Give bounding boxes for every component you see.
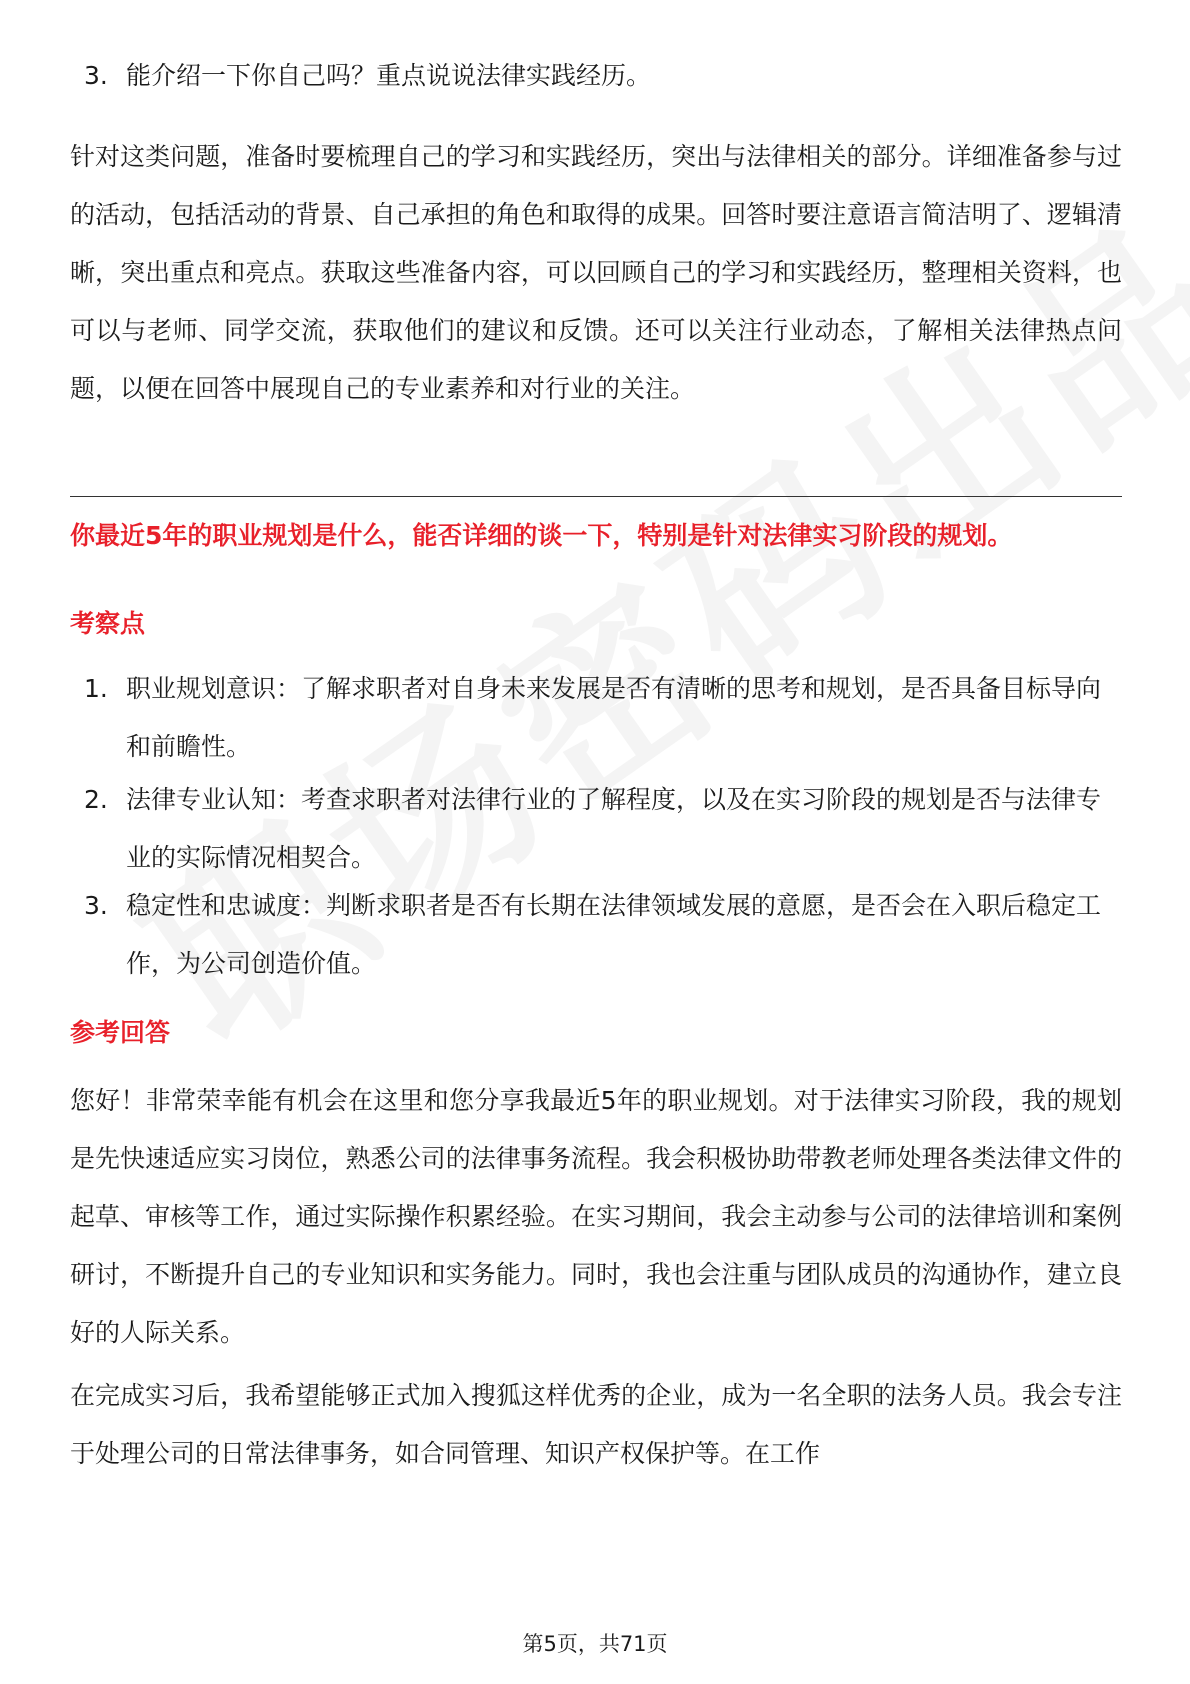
- points-heading: 考察点: [70, 609, 146, 638]
- list-number: 3.: [84, 61, 108, 90]
- list-number: 2.: [84, 785, 108, 814]
- list-item: [70, 660, 1120, 776]
- list-number: 1.: [84, 674, 108, 703]
- question-heading: 你最近5年的职业规划是什么，能否详细的谈一下，特别是针对法律实习阶段的规划。: [70, 521, 1013, 550]
- list-text: 职业规划意识：了解求职者对自身未来发展是否有清晰的思考和规划，是否具备目标导向和前瞻性。: [126, 674, 1102, 761]
- intro-paragraph: 针对这类问题，准备时要梳理自己的学习和实践经历，突出与法律相关的部分。详细准备参与过的活动，包括活动的背景、自己承担的角色和取得的成果。回答时要注意语言简洁明了、逻辑清晰，突出重点和亮点。获取这些准备内容，可以回顾自己的学习和实践经历，整理相关资料，也可以与老师、同学交流，获取他们的建议和反馈。还可以关注行业动态，了解相关法律热点问题，以便在回答中展现自己的专业素养和对行业的关注。: [70, 142, 1122, 403]
- page-footer: 第5页，共71页: [522, 1632, 668, 1656]
- list-text: 能介绍一下你自己吗？重点说说法律实践经历。: [126, 61, 652, 90]
- section-divider: [70, 496, 1122, 497]
- list-number: 3.: [84, 891, 108, 920]
- answer-paragraph: 在完成实习后，我希望能够正式加入搜狐这样优秀的企业，成为一名全职的法务人员。我会专注于处理公司的日常法律事务，如合同管理、知识产权保护等。在工作: [70, 1381, 1122, 1468]
- list-text: 稳定性和忠诚度：判断求职者是否有长期在法律领域发展的意愿，是否会在入职后稳定工作，为公司创造价值。: [126, 891, 1102, 978]
- list-text: 法律专业认知：考查求职者对法律行业的了解程度，以及在实习阶段的规划是否与法律专业的实际情况相契合。: [126, 785, 1102, 872]
- answer-heading: 参考回答: [70, 1018, 171, 1047]
- answer-paragraph: 您好！非常荣幸能有机会在这里和您分享我最近5年的职业规划。对于法律实习阶段，我的规划是先快速适应实习岗位，熟悉公司的法律事务流程。我会积极协助带教老师处理各类法律文件的起草、审核等工作，通过实际操作积累经验。在实习期间，我会主动参与公司的法律培训和案例研讨，不断提升自己的专业知识和实务能力。同时，我也会注重与团队成员的沟通协作，建立良好的人际关系。: [70, 1086, 1122, 1347]
- list-item: [70, 877, 1120, 993]
- list-item: [70, 47, 1120, 105]
- list-item: [70, 771, 1120, 887]
